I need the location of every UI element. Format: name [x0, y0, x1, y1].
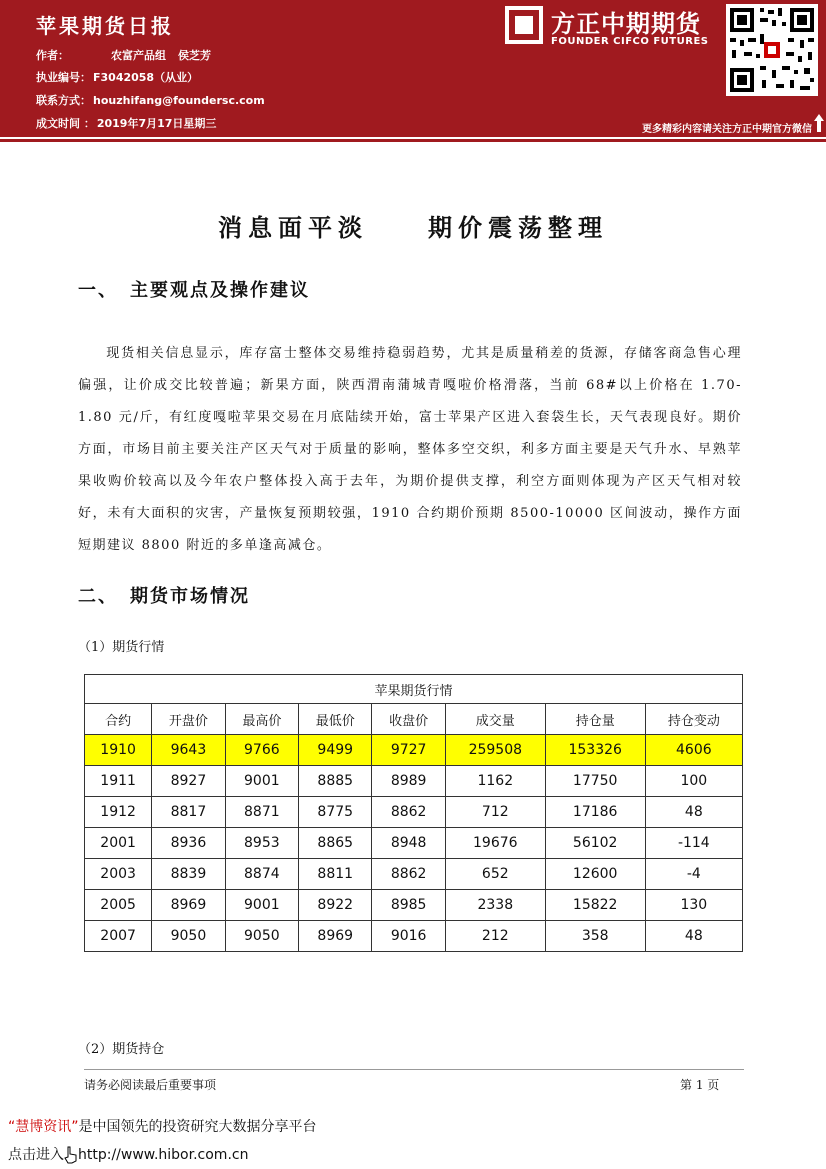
table-cell: 4606 [645, 735, 742, 766]
table-cell: 712 [445, 797, 545, 828]
logo-chinese: 方正中期期货 [551, 10, 701, 38]
table-cell: 1910 [85, 735, 152, 766]
table-row [85, 828, 743, 859]
table-cell: 8969 [299, 921, 372, 952]
section-2-heading [78, 582, 250, 608]
promo-url-link[interactable]: http://www.hibor.com.cn [78, 1147, 249, 1163]
table-cell: 8953 [225, 828, 298, 859]
license-line [36, 69, 198, 85]
title-part-2: 期价震荡整理 [428, 213, 608, 242]
section-1-title: 主要观点及操作建议 [130, 280, 310, 301]
table-cell: 9001 [225, 890, 298, 921]
table-cell: 8948 [372, 828, 445, 859]
table-cell: 17750 [545, 766, 645, 797]
table-cell: 652 [445, 859, 545, 890]
table-row [85, 859, 743, 890]
column-header: 持仓量 [545, 704, 645, 735]
column-header: 成交量 [445, 704, 545, 735]
report-header [0, 0, 826, 137]
wechat-qr-code-icon[interactable] [726, 4, 818, 96]
table-cell: 8885 [299, 766, 372, 797]
up-arrow-icon [814, 114, 824, 132]
author-name: 侯芝芳 [178, 49, 211, 62]
subsection-futures-positions: （2）期货持仓 [78, 1042, 165, 1057]
date-value: 2019年7月17日星期三 [96, 117, 217, 130]
page-number: 第 1 页 [680, 1078, 720, 1092]
table-cell: 259508 [445, 735, 545, 766]
table-cell: 8817 [152, 797, 225, 828]
table-caption: 苹果期货行情 [85, 675, 743, 704]
table-cell: 8922 [299, 890, 372, 921]
contact-email[interactable]: houzhifang@foundersc.com [93, 94, 265, 107]
table-cell: 212 [445, 921, 545, 952]
table-cell: 9050 [225, 921, 298, 952]
footer-divider [84, 1069, 744, 1070]
table-cell: 9050 [152, 921, 225, 952]
title-part-1: 消息面平淡 [218, 213, 368, 242]
futures-quote-table [84, 674, 743, 952]
column-header: 最低价 [299, 704, 372, 735]
table-cell: 8839 [152, 859, 225, 890]
table-cell: 15822 [545, 890, 645, 921]
column-header: 最高价 [225, 704, 298, 735]
column-header: 收盘价 [372, 704, 445, 735]
report-title: 苹果期货日报 [36, 14, 174, 38]
table-cell: 2338 [445, 890, 545, 921]
table-cell: 9727 [372, 735, 445, 766]
analysis-text: 现货相关信息显示，库存富士整体交易维持稳弱趋势，尤其是质量稍差的货源，存储客商急售心理偏强，让价成交比较普遍；新果方面，陕西渭南蒲城青嘎啦价格滑落，当前 68#以上价格在 1.70-1.80 元/斤，有红度嘎啦苹果交易在月底陆续开始，富士苹果产区进入套袋生长，天气表现良好。期价方面，市场目前主要关注产区天气对于质量的影响，整体多空交织，利多方面主要是天气升水、早熟苹果收购价较高以及今年农户整体投入高于去年，为期价提供支撑，利空方面则体现为产区天气相对较好，未有大面积的灾害，产量恢复预期较强，1910 合约期价预期 8500-10000 区间波动，操作方面短期建议 8800 附近的多单逢高减仓。 [78, 346, 742, 553]
table-caption-row [85, 675, 743, 704]
table-cell: 8811 [299, 859, 372, 890]
table-row [85, 890, 743, 921]
table-cell: 1911 [85, 766, 152, 797]
table-header-row [85, 704, 743, 735]
column-header: 开盘价 [152, 704, 225, 735]
logo-english: FOUNDER CIFCO FUTURES [551, 36, 709, 47]
logo-mark-icon [505, 6, 543, 44]
column-header: 合约 [85, 704, 152, 735]
section-2-number: 二、 [78, 586, 118, 607]
table-cell: 48 [645, 921, 742, 952]
promo-link-line [8, 1144, 248, 1164]
table-cell: 1162 [445, 766, 545, 797]
header-divider [0, 139, 826, 142]
table-cell: 130 [645, 890, 742, 921]
section-1-heading [78, 276, 310, 302]
follow-wechat-text: 更多精彩内容请关注方正中期官方微信 [642, 124, 812, 135]
contact-line [36, 92, 265, 108]
table-row [85, 921, 743, 952]
promo-brand: “慧博资讯” [8, 1119, 79, 1135]
section-1-number: 一、 [78, 280, 118, 301]
author-line [36, 47, 211, 63]
date-label: 成文时间 ： [36, 117, 95, 130]
table-cell: 2007 [85, 921, 152, 952]
table-cell: 48 [645, 797, 742, 828]
table-cell: 2005 [85, 890, 152, 921]
table-cell: 8775 [299, 797, 372, 828]
date-line [36, 115, 216, 131]
table-row-main-contract [85, 735, 743, 766]
table-cell: 8865 [299, 828, 372, 859]
table-cell: 100 [645, 766, 742, 797]
contact-label: 联系方式： [36, 94, 91, 107]
promo-text: 是中国领先的投资研究大数据分享平台 [78, 1119, 317, 1135]
pointer-hand-icon [64, 1146, 78, 1164]
footer-notice: 请务必阅读最后重要事项 [84, 1078, 217, 1092]
author-team: 农富产品组 [111, 49, 166, 62]
table-cell: 2003 [85, 859, 152, 890]
table-cell: 8989 [372, 766, 445, 797]
table-cell: 8985 [372, 890, 445, 921]
table-row [85, 797, 743, 828]
table-cell: 358 [545, 921, 645, 952]
license-label: 执业编号： [36, 71, 91, 84]
table-cell: 2001 [85, 828, 152, 859]
table-cell: 17186 [545, 797, 645, 828]
section-2-title: 期货市场情况 [130, 586, 250, 607]
table-cell: 1912 [85, 797, 152, 828]
table-cell: 8927 [152, 766, 225, 797]
table-cell: -114 [645, 828, 742, 859]
table-cell: 153326 [545, 735, 645, 766]
table-cell: 9016 [372, 921, 445, 952]
table-cell: 9499 [299, 735, 372, 766]
table-cell: 56102 [545, 828, 645, 859]
table-cell: 8862 [372, 859, 445, 890]
subsection-futures-quotes: （1）期货行情 [78, 640, 165, 655]
table-cell: 9643 [152, 735, 225, 766]
table-cell: 8874 [225, 859, 298, 890]
promo-banner [8, 1116, 317, 1136]
table-row [85, 766, 743, 797]
license-value: F3042058（从业） [93, 71, 199, 84]
table-cell: 9766 [225, 735, 298, 766]
table-cell: 8871 [225, 797, 298, 828]
table-cell: 8936 [152, 828, 225, 859]
company-logo [505, 4, 715, 50]
table-cell: 8862 [372, 797, 445, 828]
table-cell: 12600 [545, 859, 645, 890]
table-cell: 19676 [445, 828, 545, 859]
table-cell: -4 [645, 859, 742, 890]
table-cell: 9001 [225, 766, 298, 797]
author-label: 作者： [36, 49, 69, 62]
column-header: 持仓变动 [645, 704, 742, 735]
page-title [0, 208, 826, 243]
table-cell: 8969 [152, 890, 225, 921]
promo-link-label: 点击进入 [8, 1147, 64, 1163]
analysis-paragraph [78, 338, 742, 562]
